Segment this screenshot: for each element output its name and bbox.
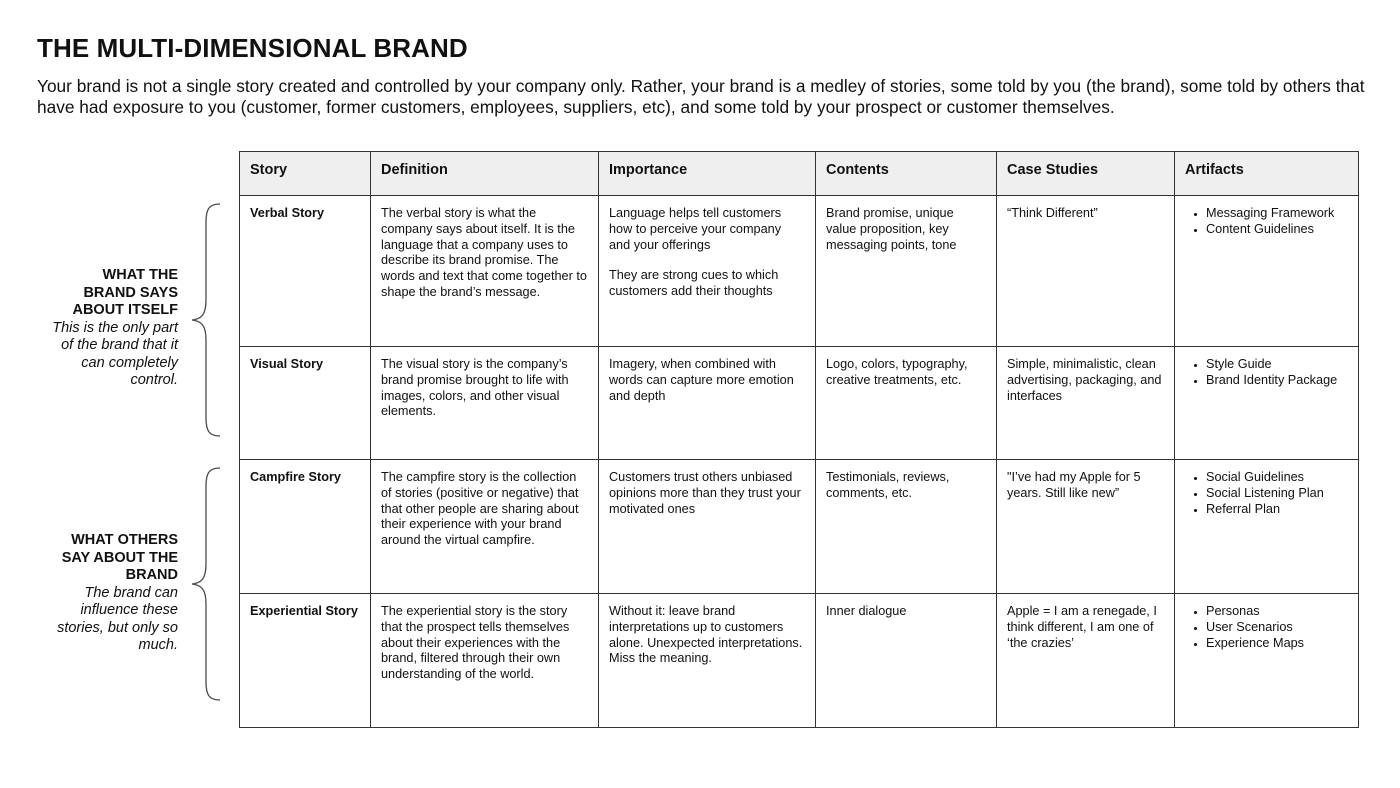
importance-text: Imagery, when combined with words can capture more emotion and depth — [609, 357, 794, 403]
artifact-item: • Content Guidelines — [1206, 222, 1348, 238]
contents-cell: Testimonials, reviews, comments, etc. — [816, 460, 997, 594]
table-row — [240, 594, 1359, 728]
group-title: WHAT OTHERS SAY ABOUT THE BRAND — [61, 532, 178, 583]
importance-text: They are strong cues to which customers add their thoughts — [609, 268, 779, 299]
column-header-importance: Importance — [599, 152, 816, 196]
case-studies-cell: Apple = I am a renegade, I think different, I am one of ‘the crazies’ — [997, 594, 1175, 728]
artifact-item: • Messaging Framework — [1206, 206, 1348, 222]
story-cell: Campfire Story — [240, 460, 371, 594]
importance-cell — [599, 196, 816, 347]
left-brace-icon — [188, 200, 224, 440]
definition-cell: The campfire story is the collection of stories (positive or negative) that that other people are sharing about their experience with your brand around the virtual campfire. — [371, 460, 599, 594]
table-row — [240, 196, 1359, 347]
left-brace-icon — [188, 464, 224, 704]
artifacts-cell — [1175, 460, 1359, 594]
definition-cell: The experiential story is the story that the prospect tells themselves about their experiences with the brand, filtered through their own understanding of the world. — [371, 594, 599, 728]
artifact-item: • Social Listening Plan — [1206, 486, 1348, 502]
artifacts-cell — [1175, 594, 1359, 728]
artifact-item: • Referral Plan — [1206, 502, 1348, 518]
artifact-item: • Social Guidelines — [1206, 470, 1348, 486]
artifacts-cell — [1175, 347, 1359, 460]
case-studies-cell: "I’ve had my Apple for 5 years. Still like new” — [997, 460, 1175, 594]
story-cell: Visual Story — [240, 347, 371, 460]
contents-cell: Logo, colors, typography, creative treatments, etc. — [816, 347, 997, 460]
importance-text: Without it: leave brand interpretations up to customers alone. Unexpected interpretations. Miss the meaning. — [609, 604, 803, 666]
group-brand-says — [20, 267, 178, 390]
artifact-item: • Experience Maps — [1206, 636, 1348, 652]
definition-cell: The visual story is the company’s brand promise brought to life with images, colors, and other visual elements. — [371, 347, 599, 460]
group-title: WHAT THE BRAND SAYS ABOUT ITSELF — [72, 267, 178, 318]
page-title: THE MULTI-DIMENSIONAL BRAND — [37, 33, 468, 63]
artifacts-cell — [1175, 196, 1359, 347]
column-header-contents: Contents — [816, 152, 997, 196]
definition-cell: The verbal story is what the company says about itself. It is the language that a company uses to describe its brand promise. The words and text that come together to shape the brand’s message. — [371, 196, 599, 347]
importance-text: Customers trust others unbiased opinions more than they trust your motivated ones — [609, 470, 801, 516]
artifacts-list — [1185, 604, 1348, 651]
artifact-item: • Personas — [1206, 604, 1348, 620]
case-studies-cell: Simple, minimalistic, clean advertising, packaging, and interfaces — [997, 347, 1175, 460]
artifacts-list — [1185, 470, 1348, 517]
artifacts-list — [1185, 357, 1348, 389]
table-row — [240, 460, 1359, 594]
table-row — [240, 347, 1359, 460]
column-header-story: Story — [240, 152, 371, 196]
artifacts-list — [1185, 206, 1348, 238]
group-others-say — [20, 532, 178, 655]
importance-cell — [599, 460, 816, 594]
column-header-case-studies: Case Studies — [997, 152, 1175, 196]
artifact-item: • User Scenarios — [1206, 620, 1348, 636]
importance-text: Language helps tell customers how to perceive your company and your offerings — [609, 206, 782, 252]
artifact-item: • Brand Identity Package — [1206, 373, 1348, 389]
story-cell: Verbal Story — [240, 196, 371, 347]
column-header-artifacts: Artifacts — [1175, 152, 1359, 196]
artifact-item: • Style Guide — [1206, 357, 1348, 373]
column-header-definition: Definition — [371, 152, 599, 196]
group-description: The brand can influence these stories, but only so much. — [57, 584, 178, 653]
contents-cell: Inner dialogue — [816, 594, 997, 728]
intro-paragraph: Your brand is not a single story created and controlled by your company only. Rather, your brand is a medley of stories, some told by you (the brand), some told by others that have had exposure to you (customer, former customers, employees, suppliers, etc), and some told by your prospect or customer themselves. — [37, 76, 1365, 117]
contents-cell: Brand promise, unique value proposition, key messaging points, tone — [816, 196, 997, 347]
table-header-row — [240, 152, 1359, 196]
case-studies-cell: “Think Different” — [997, 196, 1175, 347]
importance-cell — [599, 347, 816, 460]
importance-cell — [599, 594, 816, 728]
story-cell: Experiential Story — [240, 594, 371, 728]
brand-stories-table — [239, 151, 1359, 728]
group-description: This is the only part of the brand that it can completely control. — [52, 319, 178, 388]
